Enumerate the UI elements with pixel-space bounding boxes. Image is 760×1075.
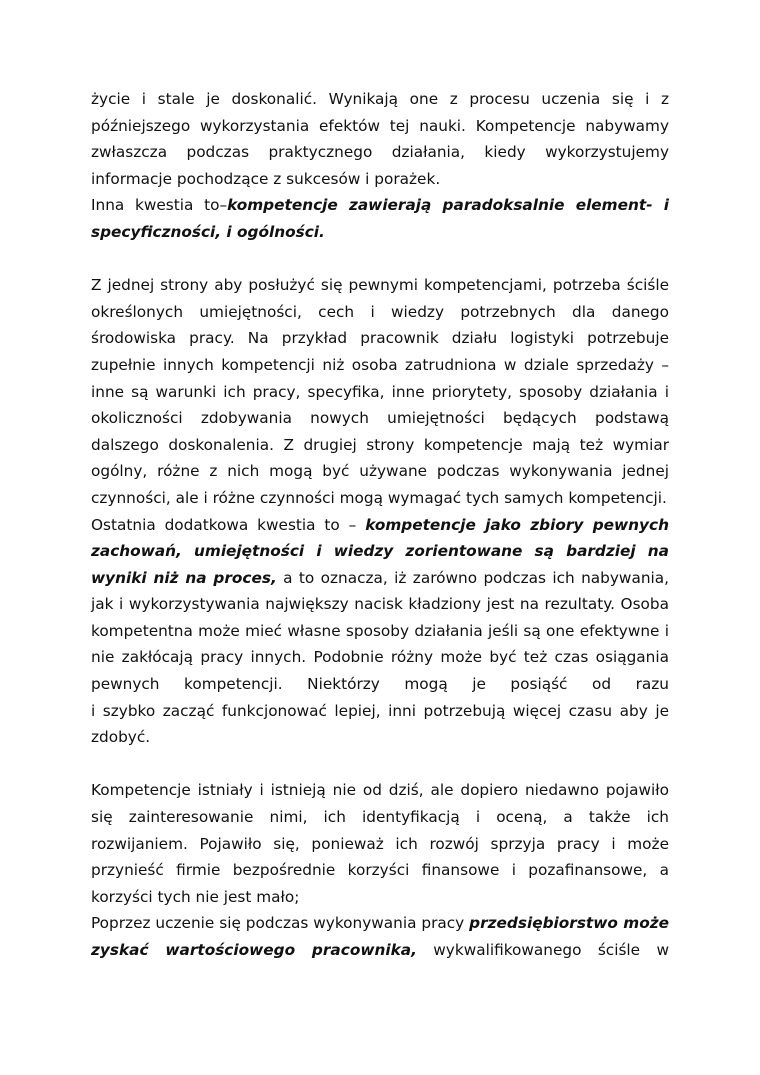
paragraph-3-text: Z jednej strony aby posłużyć się pewnymi kompetencjami, potrzeba ściśle określonych umiejętności, cech i wiedzy potrzebnych dla danego środowiska pracy. Na przykład pracownik działu logistyki potrzebuje zupełnie innych kompetencji niż osoba zatrudniona w dziale sprzedaży – inne są warunki ich pracy, specyfika, inne priorytety, sposoby działania i okoliczności zdobywania nowych umiejętności będących podstawą dalszego doskonalenia. Z drugiej strony kompetencje mają też wymiar ogólny, różne z nich mogą być używane podczas wykonywania jednej czynności, ale i różne czynności mogą wymagać tych samych kompetencji. — [91, 276, 669, 507]
paragraph-5 — [91, 777, 669, 910]
paragraph-3 — [91, 272, 669, 511]
paragraph-6-emphasis: przedsiębiorstwo może zyskać wartościowego pracownika, — [91, 914, 669, 959]
paragraph-5-text: Kompetencje istniały i istnieją nie od dziś, ale dopiero niedawno pojawiło się zainteresowanie nimi, ich identyfikacją i oceną, a także ich rozwijaniem. Pojawiło się, ponieważ ich rozwój sprzyja pracy i może przynieść firmie bezpośrednie korzyści finansowe i pozafinansowe, a korzyści tych nie jest mało; — [91, 781, 669, 906]
paragraph-gap — [91, 751, 669, 778]
paragraph-6 — [91, 910, 669, 963]
paragraph-4-rest: a to oznacza, iż zarówno podczas ich nabywania, jak i wykorzystywania największy nacisk kładziony jest na rezultaty. Osoba kompetentna może mieć własne sposoby działania jeśli są one efektywne i nie zakłócają pracy innych. Podobnie różny może być też czas osiągania pewnych kompetencji. Niektórzy mogą je posiąść od razu — [91, 568, 669, 694]
paragraph-4-continued — [91, 698, 669, 751]
paragraph-1-text: życie i stale je doskonalić. Wynikają one z procesu uczenia się i z późniejszego wykorzystania efektów tej nauki. Kompetencje nabywamy zwłaszcza podczas praktycznego działania, kiedy wykorzystujemy informacje pochodzące z sukcesów i porażek. — [91, 90, 669, 188]
paragraph-4-lead: Ostatnia dodatkowa kwestia to – — [91, 515, 366, 534]
paragraph-6-lead: Poprzez uczenie się podczas wykonywania pracy — [91, 914, 470, 933]
paragraph-2-lead: Inna kwestia to– — [91, 196, 228, 215]
paragraph-1 — [91, 86, 669, 192]
paragraph-gap — [91, 246, 669, 273]
paragraph-2 — [91, 192, 669, 245]
paragraph-4-line2: i szybko zacząć funkcjonować lepiej, inni potrzebują więcej czasu aby je zdobyć. — [91, 701, 669, 747]
paragraph-6-rest: wykwalifikowanego ściśle w — [416, 941, 669, 959]
paragraph-2-emphasis: kompetencje zawierają paradoksalnie element- i specyficzności, i ogólności. — [91, 196, 669, 241]
paragraph-4-emphasis: kompetencje jako zbiory pewnych zachowań, umiejętności i wiedzy zorientowane są bardziej na wyniki niż na proces, — [91, 515, 669, 587]
paragraph-4 — [91, 512, 669, 698]
document-page — [91, 86, 669, 964]
